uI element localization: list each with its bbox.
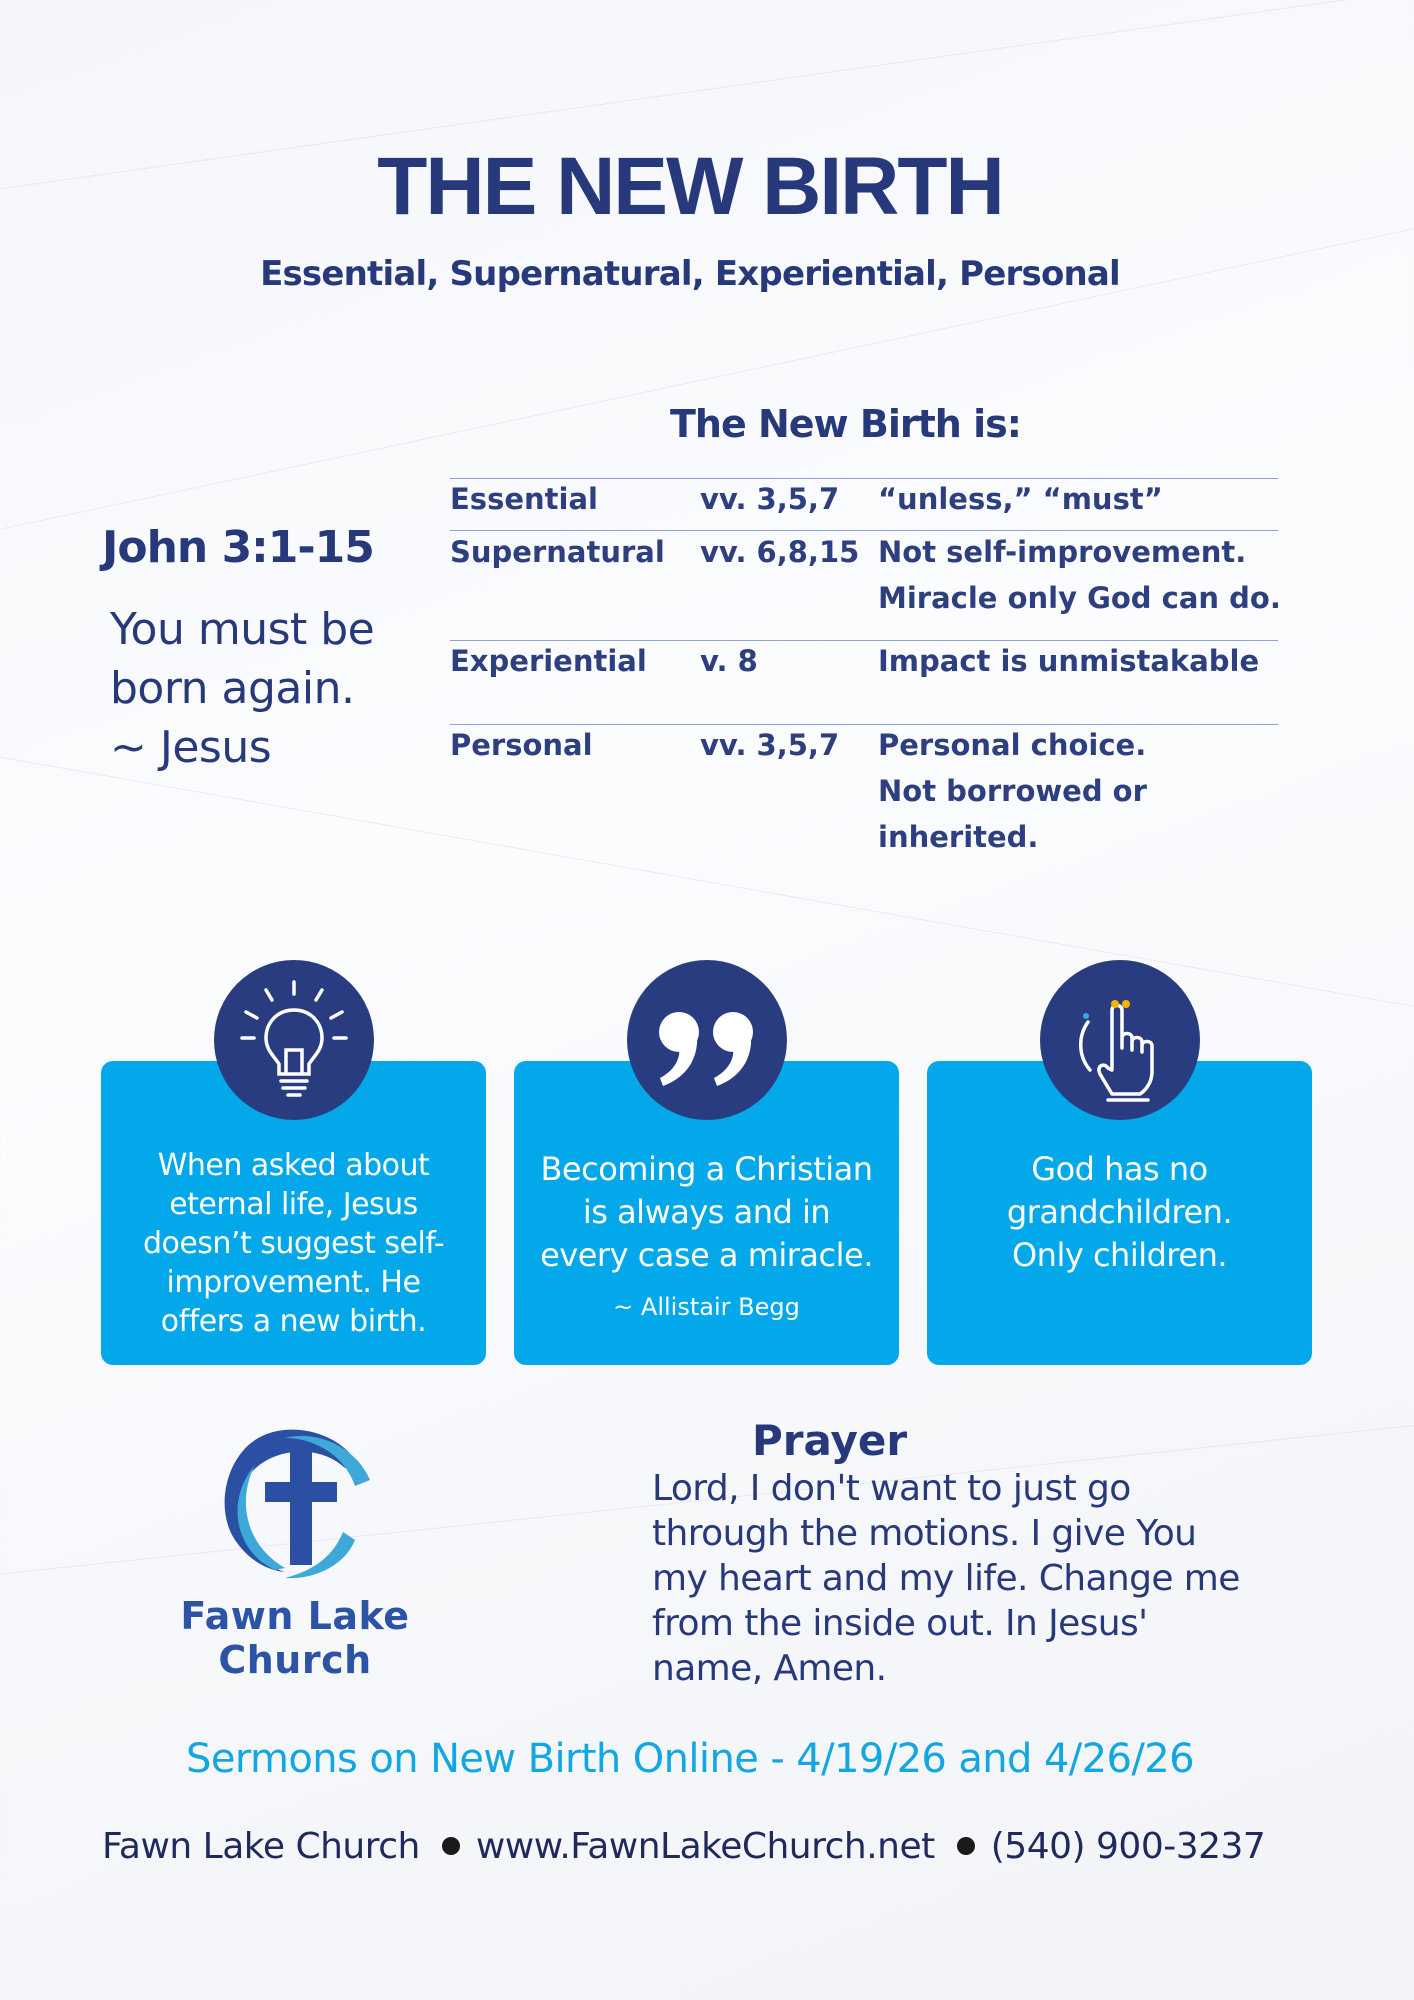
scripture-reference: John 3:1-15	[102, 522, 374, 573]
card-text: God has no grandchildren. Only children.	[1006, 1150, 1233, 1274]
note-cell: Personal choice. Not borrowed or inherited.	[878, 728, 1147, 854]
aspect-cell: Essential	[450, 482, 598, 516]
church-logo-name: Fawn Lake Church	[180, 1594, 410, 1682]
quote-line: ~ Jesus	[110, 722, 272, 773]
verses-cell: v. 8	[700, 644, 758, 678]
sermons-announcement: Sermons on New Birth Online - 4/19/26 and 4/26/26	[186, 1736, 1194, 1782]
note-cell: “unless,” “must”	[878, 482, 1163, 516]
footer-website[interactable]: www.FawnLakeChurch.net	[475, 1826, 935, 1867]
jesus-quote	[110, 600, 374, 777]
footer-church-name: Fawn Lake Church	[102, 1826, 420, 1867]
bullet-icon	[957, 1837, 975, 1855]
card-text: Becoming a Christian is always and in every case a miracle.	[540, 1150, 873, 1274]
card-text: When asked about eternal life, Jesus doesn’t suggest self- improvement. He offers a new birth.	[142, 1148, 445, 1339]
church-logo	[205, 1420, 385, 1594]
quote-icon	[627, 960, 787, 1120]
verses-cell: vv. 3,5,7	[700, 728, 840, 762]
finger-reminder-icon	[1040, 960, 1200, 1120]
prayer-heading: Prayer	[752, 1416, 908, 1465]
quote-line: You must be	[110, 604, 375, 655]
aspect-cell: Personal	[450, 728, 593, 762]
verses-cell: vv. 3,5,7	[700, 482, 840, 516]
verses-cell: vv. 6,8,15	[700, 535, 860, 569]
lightbulb-icon	[214, 960, 374, 1120]
bullet-icon	[442, 1837, 460, 1855]
aspect-cell: Experiential	[450, 644, 647, 678]
footer-phone[interactable]: (540) 900-3237	[990, 1826, 1266, 1867]
page-title: THE NEW BIRTH	[377, 141, 1003, 232]
page-subtitle: Essential, Supernatural, Experiential, Personal	[260, 254, 1120, 294]
aspect-cell: Supernatural	[450, 535, 665, 569]
note-cell: Not self-improvement. Miracle only God can do.	[878, 535, 1281, 615]
card-attribution: ~ Allistair Begg	[613, 1293, 800, 1321]
note-cell: Impact is unmistakable	[878, 644, 1260, 678]
footer	[102, 1826, 1265, 1867]
table-heading: The New Birth is:	[670, 402, 1021, 446]
quote-line: born again.	[110, 663, 355, 714]
prayer-text: Lord, I don't want to just go through the motions. I give You my heart and my life. Change me from the inside out. In Jesus' name, Amen.	[652, 1468, 1240, 1689]
